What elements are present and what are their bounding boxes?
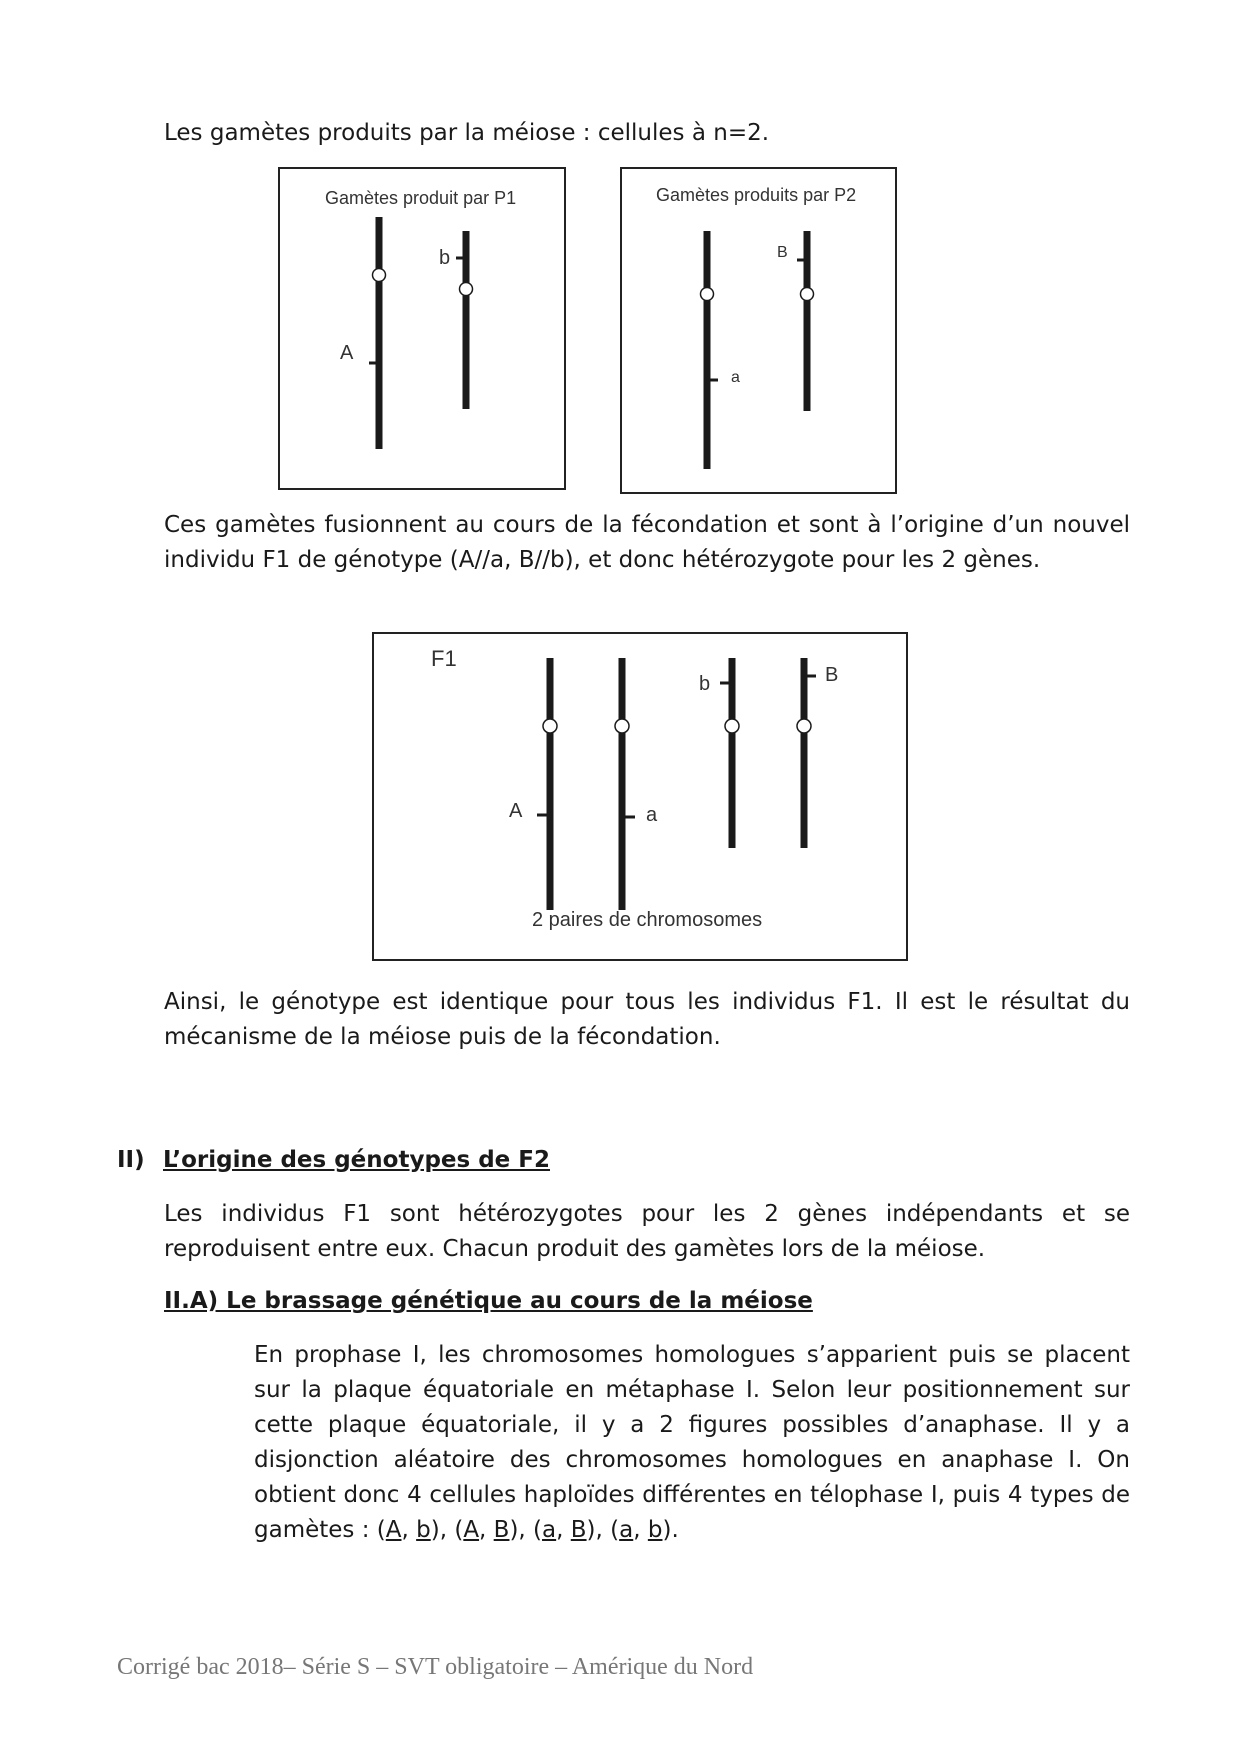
figure-gametes-p2 [620,167,897,494]
figure-f1-caption: 2 paires de chromosomes [532,909,763,931]
centromere [373,269,386,282]
figure-p1-title: Gamètes produit par P1 [325,188,517,208]
centromere [725,719,739,733]
figure-f1 [372,632,908,961]
f1-diagram [374,634,906,959]
allele-label-b: b [699,673,711,695]
gamete-allele: B [493,1517,510,1543]
paragraph-conclusion-f1: Ainsi, le génotype est identique pour tous les individus F1. Il est le résultat du mécanisme de la méiose puis de la fécondation. [164,989,1130,1050]
allele-label-B: B [777,244,788,261]
gamete-allele: B [570,1517,587,1543]
gamete-allele: a [542,1517,557,1543]
gamete-allele: b [647,1517,663,1543]
allele-label-B: B [825,664,839,686]
subsection-heading [164,1284,1064,1319]
allele-label-a: a [646,804,658,826]
paragraph-f1-reproduction: Les individus F1 sont hétérozygotes pour les 2 gènes indépendants et se reproduisent entre eux. Chacun produit des gamètes lors de la méiose. [164,1201,1130,1262]
section-heading [117,1143,817,1178]
figure-p2-title: Gamètes produits par P2 [656,185,857,205]
allele-label-a: a [731,369,740,386]
paragraph-brassage-text: En prophase I, les chromosomes homologues s’apparient puis se placent sur la plaque équatoriale en métaphase I. Selon leur positionnement sur cette plaque équatoriale, il y a 2 figures possibles d’anaphase. Il y a disjonction aléatoire des chromosomes homologues en anaphase I. On obtient donc 4 cellules haploïdes différentes en télophase I, puis 4 types de gamètes : [254,1342,1130,1543]
centromere [460,283,473,296]
figure-gametes-p1 [278,167,566,490]
centromere [801,288,814,301]
centromere [615,719,629,733]
gamete-allele: A [385,1517,402,1543]
gamete-allele: a [619,1517,634,1543]
allele-label-A: A [509,800,523,822]
centromere [543,719,557,733]
centromere [797,719,811,733]
section-title: L’origine des génotypes de F2 [163,1147,550,1173]
paragraph-brassage: En prophase I, les chromosomes homologues s’apparient puis se placent sur la plaque équatoriale en métaphase I. Selon leur positionnement sur cette plaque équatoriale, il y a 2 figures possibles d’anaphase. Il y a disjonction aléatoire des chromosomes homologues en anaphase I. On obtient donc 4 cellules haploïdes différentes en télophase I, puis 4 types de gamètes : (A, b), (A, B), (a, B), (a, b). [254,1342,1130,1543]
gamete-allele: b [416,1517,431,1543]
centromere [701,288,714,301]
allele-label-A: A [340,342,354,364]
paragraph-fecondation: Ces gamètes fusionnent au cours de la fécondation et sont à l’origine d’un nouvel individu F1 de génotype (A//a, B//b), et donc hétérozygote pour les 2 gènes. [164,512,1130,573]
intro-text: Les gamètes produits par la méiose : cellules à n=2. [164,120,770,146]
figure-f1-title: F1 [431,646,457,671]
allele-label-b: b [439,247,451,269]
page-footer: Corrigé bac 2018– Série S – SVT obligatoire – Amérique du Nord [117,1654,754,1680]
gamete-allele: A [463,1517,480,1543]
subsection-title: II.A) Le brassage génétique au cours de la méiose [164,1288,813,1314]
section-number: II) [117,1147,145,1173]
gametes-p1-diagram [280,169,564,488]
gametes-p2-diagram [622,169,895,492]
